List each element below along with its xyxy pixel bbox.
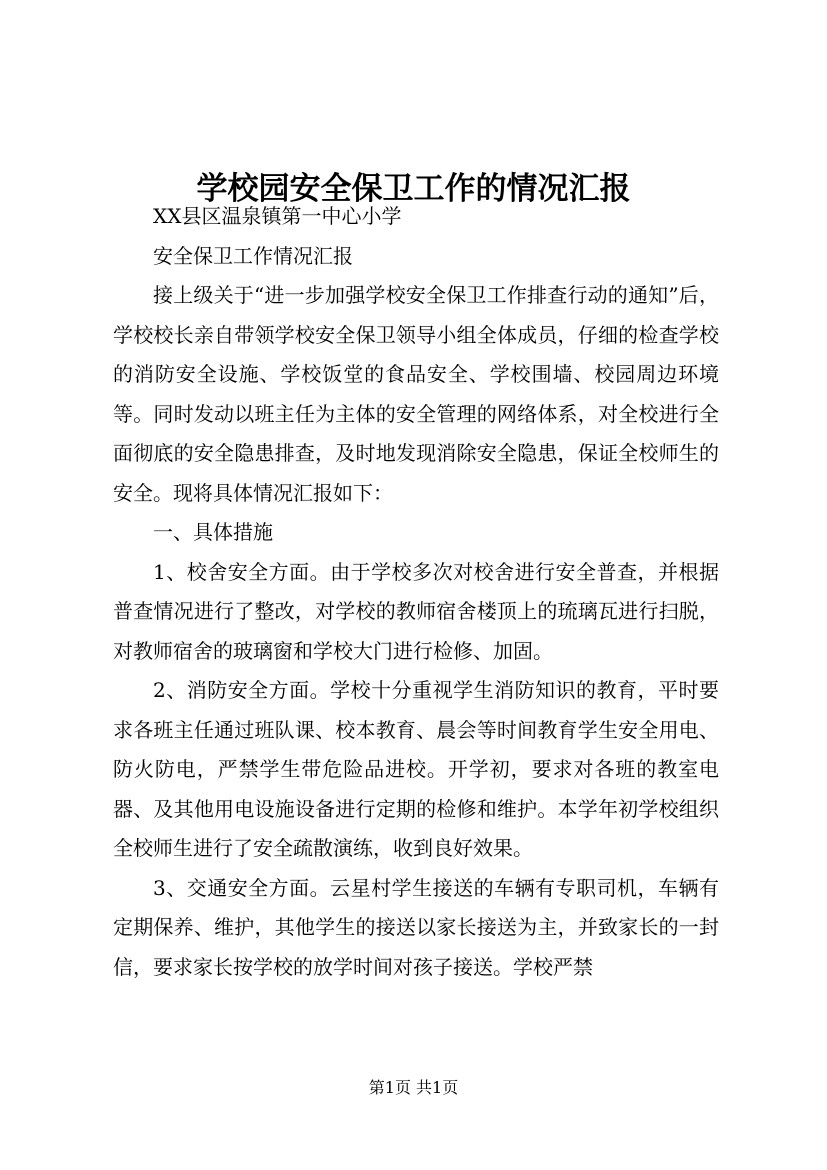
document-body [113, 197, 719, 987]
paragraph-school-name: XX县区温泉镇第一中心小学 [153, 204, 402, 228]
page-number-footer: 第1页 共1页 [368, 1078, 459, 1097]
paragraph-traffic-safety: 3、交通安全方面。云星村学生接送的车辆有专职司机，车辆有定期保养、维护，其他学生的接送以家长接送为主，并致家长的一封信，要求家长按学校的放学时间对孩子接送。学校严禁 [113, 875, 719, 979]
paragraph-building-safety: 1、校舍安全方面。由于学校多次对校舍进行安全普查，并根据普查情况进行了整改，对学校的教师宿舍楼顶上的琉璃瓦进行扫脱，对教师宿舍的玻璃窗和学校大门进行检修、加固。 [113, 559, 719, 663]
paragraph-report-subtitle: 安全保卫工作情况汇报 [153, 243, 353, 268]
paragraph-fire-safety: 2、消防安全方面。学校十分重视学生消防知识的教育，平时要求各班主任通过班队课、校本教育、晨会等时间教育学生安全用电、防火防电，严禁学生带危险品进校。开学初，要求对各班的教室电器、及其他用电设施设备进行定期的检修和维护。本学年初学校组织全校师生进行了安全疏散演练，收到良好效果。 [113, 678, 719, 860]
document-title: 学校园安全保卫工作的情况汇报 [196, 170, 631, 207]
paragraph-intro: 接上级关于“进一步加强学校安全保卫工作排查行动的通知”后，学校校长亲自带领学校安全保卫领导小组全体成员，仔细的检查学校的消防安全设施、学校饭堂的食品安全、学校围墙、校园周边环境等。同时发动以班主任为主体的安全管理的网络体系，对全校进行全面彻底的安全隐患排查，及时地发现消除安全隐患，保证全校师生的安全。现将具体情况汇报如下： [113, 283, 719, 505]
paragraph-section-heading: 一、具体措施 [153, 520, 273, 544]
